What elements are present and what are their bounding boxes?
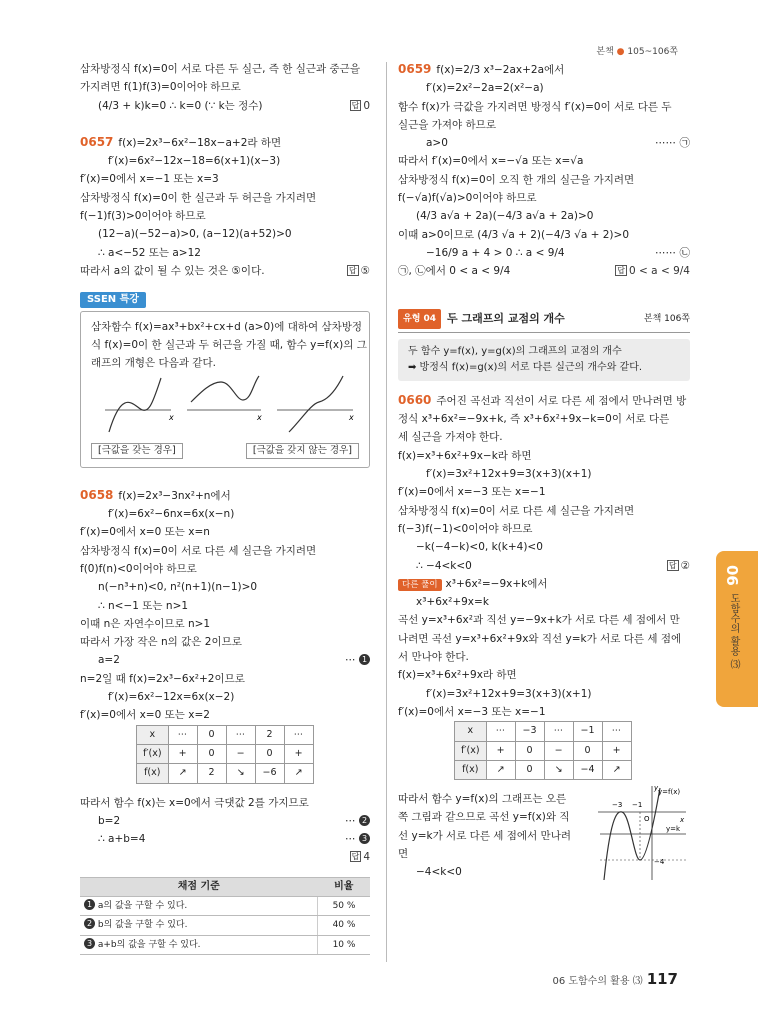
alt-tag: 다른 풀이 xyxy=(398,579,442,591)
final-block xyxy=(398,784,690,881)
solution-line: a>0 ⋯⋯ ㉠ xyxy=(426,137,690,150)
type-box xyxy=(398,309,690,381)
intro-line: (4/3 + k)k=0 ∴ k=0 (∵ k는 정수) 답 0 xyxy=(80,97,370,115)
solution-line: f(−3)f(−1)<0이어야 하므로 xyxy=(398,522,533,535)
solution-line: 삼차방정식 f(x)=0이 오직 한 개의 실근을 가지려면 xyxy=(398,173,635,186)
solution-line: −k(−4−k)<0, k(k+4)<0 xyxy=(416,541,543,554)
solution-line: f′(x)=3x²+12x+9=3(x+3)(x+1) xyxy=(426,468,592,481)
solution-line: n=2일 때 f(x)=2x³−6x²+2이므로 xyxy=(80,672,245,685)
left-column xyxy=(80,60,370,955)
solution-line: b=2 ⋯ 2 xyxy=(80,812,370,830)
problem-0657: 0657 f(x)=2x³−6x²−18x−a+2라 하면 xyxy=(80,134,282,149)
solution-line: 서 만나야 한다. xyxy=(398,651,469,664)
problem-0660: 0660 주어진 곡선과 직선이 서로 다른 세 점에서 만나려면 방 xyxy=(398,392,687,407)
solution-line: 선 y=k가 서로 다른 세 점에서 만나려 xyxy=(398,829,571,842)
solution-line: ㉠, ㉡에서 0 < a < 9/4 답 0 < a < 9/4 xyxy=(398,262,690,280)
chapter-tab: 06 도함수의 활용 ⑶ xyxy=(716,551,758,707)
solution-line: n(−n³+n)<0, n²(n+1)(n−1)>0 xyxy=(98,581,258,594)
cubic-graph xyxy=(594,782,690,882)
solution-line: 세 실근을 가져야 한다. xyxy=(398,431,503,444)
solution-line: (12−a)(−52−a)>0, (a−12)(a+52)>0 xyxy=(98,228,292,241)
solution-line: f′(x)=0에서 x=−3 또는 x=−1 xyxy=(398,486,546,499)
graph-with-extrema-2 xyxy=(187,376,262,422)
solution-line: f(−1)f(3)>0이어야 하므로 xyxy=(80,210,206,223)
type-ref: 본책 106쪽 xyxy=(643,313,690,324)
graph-no-extrema xyxy=(277,376,354,432)
solution-line: a=2 ⋯ 1 xyxy=(80,651,370,669)
ssen-line: 삼차함수 f(x)=ax³+bx²+cx+d (a>0)에 대하여 삼차방정 xyxy=(91,320,363,333)
solution-line: f′(x)=0에서 x=−1 또는 x=3 xyxy=(80,173,219,186)
solution-line: ∴ a<−52 또는 a>12 xyxy=(98,246,201,259)
solution-line: f(x)=x³+6x²+9x−k라 하면 xyxy=(398,449,532,462)
solution-line: 삼차방정식 f(x)=0이 한 실근과 두 허근을 가지려면 xyxy=(80,191,317,204)
answer: 답 0 xyxy=(351,99,370,112)
svg-text:y: y xyxy=(654,784,659,793)
svg-text:O: O xyxy=(644,815,650,824)
solution-line: f′(x)=6x²−6nx=6x(x−n) xyxy=(108,508,235,521)
solution-line: 나려면 곡선 y=x³+6x²+9x와 직선 y=k가 서로 다른 세 점에 xyxy=(398,632,682,645)
solution-line: 실근을 가져야 하므로 xyxy=(398,118,496,131)
solution-line: f′(x)=2x²−2a=2(x²−a) xyxy=(426,82,544,95)
page-header: 본책 ● 105~106쪽 xyxy=(596,47,678,57)
ssen-tag: SSEN 특강 xyxy=(80,292,146,308)
solution-line: 따라서 함수 y=f(x)의 그래프는 오른 xyxy=(398,793,567,806)
caption-no-extrema: [극값을 갖지 않는 경우] xyxy=(246,443,359,459)
solution-line: f′(x)=6x²−12x=6x(x−2) xyxy=(108,691,235,704)
solution-line: (4/3 a√a + 2a)(−4/3 a√a + 2a)>0 xyxy=(416,210,594,223)
solution-line: f′(x)=0에서 x=0 또는 x=2 xyxy=(80,709,210,722)
type-line: ➡ 방정식 f(x)=g(x)의 서로 다른 실근의 개수와 같다. xyxy=(408,361,643,373)
svg-text:−1: −1 xyxy=(632,801,643,810)
grading-table: 채점 기준 비율 1 a의 값을 구할 수 있다. 50 % 2 b의 값을 구할 수 있다. 40 % 3 a+b의 값을 구할 수 있다. 10 % xyxy=(80,877,370,955)
solution-line: 따라서 함수 f(x)는 x=0에서 극댓값 2를 가지므로 xyxy=(80,796,309,809)
column-divider xyxy=(386,62,387,962)
answer: 답 0 < a < 9/4 xyxy=(617,265,690,278)
solution-line: ∴ −4<k<0 답 ② xyxy=(398,557,690,575)
page-footer: 06 도함수의 활용 ⑶ 117 xyxy=(552,970,678,988)
solution-line: 따라서 f′(x)=0에서 x=−√a 또는 x=√a xyxy=(398,155,584,168)
solution-line: 따라서 가장 작은 n의 값은 2이므로 xyxy=(80,636,242,649)
solution-line: f′(x)=6x²−12x−18=6(x+1)(x−3) xyxy=(108,155,281,168)
svg-text:y=k: y=k xyxy=(666,825,681,834)
solution-line: 이때 n은 자연수이므로 n>1 xyxy=(80,617,211,630)
solution-line: 함수 f(x)가 극값을 가지려면 방정식 f′(x)=0이 서로 다른 두 xyxy=(398,100,672,113)
answer-line xyxy=(80,848,370,866)
intro-line: 삼차방정식 f(x)=0이 서로 다른 두 실근, 즉 한 실근과 중근을 xyxy=(80,63,360,75)
solution-line: 쪽 그림과 같으므로 곡선 y=f(x)와 직 xyxy=(398,811,570,824)
answer: 답 ② xyxy=(668,559,690,572)
type-title: 두 그래프의 교점의 개수 xyxy=(447,311,565,325)
solution-line: 곡선 y=x³+6x²과 직선 y=−9x+k가 서로 다른 세 점에서 만 xyxy=(398,614,680,627)
answer: 답 4 xyxy=(351,851,370,864)
solution-line: 정식 x³+6x²=−9x+k, 즉 x³+6x²+9x−k=0이 서로 다른 xyxy=(398,413,670,426)
ssen-line: 래프의 개형은 다음과 같다. xyxy=(91,357,216,370)
svg-text:y=f(x): y=f(x) xyxy=(658,788,681,797)
solution-line: f′(x)=0에서 x=−3 또는 x=−1 xyxy=(398,705,546,718)
variation-table-0660: x ⋯ −3 ⋯ −1 ⋯ f′(x) + 0 − 0 + f(x) ↗ 0 ↘ −4 ↗ xyxy=(454,721,632,780)
solution-line: 삼차방정식 f(x)=0이 서로 다른 세 실근을 가지려면 xyxy=(80,544,317,557)
svg-text:x: x xyxy=(680,816,685,825)
graph-with-extrema xyxy=(105,378,174,432)
solution-line: ∴ n<−1 또는 n>1 xyxy=(98,599,189,612)
solution-line: f(−√a)f(√a)>0이어야 하므로 xyxy=(398,192,537,205)
solution-line: x³+6x²+9x=k xyxy=(416,596,489,609)
solution-line: f(0)f(n)<0이어야 하므로 xyxy=(80,562,197,575)
svg-text:x: x xyxy=(169,413,174,423)
variation-table-0658: x ⋯ 0 ⋯ 2 ⋯ f′(x) + 0 − 0 + f(x) ↗ 2 ↘ −6 ↗ xyxy=(136,725,314,784)
solution-line: 면 xyxy=(398,847,409,860)
answer: 답 ⑤ xyxy=(348,264,370,277)
ssen-line: 식 f(x)=0이 한 실근과 두 허근을 가질 때, 함수 y=f(x)의 그 xyxy=(91,338,367,351)
right-column xyxy=(398,60,690,882)
svg-text:x: x xyxy=(349,413,354,423)
solution-line: f′(x)=0에서 x=0 또는 x=n xyxy=(80,526,210,539)
solution-line: −4<k<0 xyxy=(416,866,462,879)
ssen-graphs xyxy=(91,372,359,434)
solution-line: 삼차방정식 f(x)=0이 서로 다른 세 실근을 가지려면 xyxy=(398,504,635,517)
solution-line: f(x)=x³+6x²+9x라 하면 xyxy=(398,669,517,682)
svg-text:−4: −4 xyxy=(654,858,665,867)
solution-line: 이때 a>0이므로 (4/3 √a + 2)(−4/3 √a + 2)>0 xyxy=(398,228,629,241)
caption-extrema: [극값을 갖는 경우] xyxy=(91,443,183,459)
problem-0658: 0658 f(x)=2x³−3nx²+n에서 xyxy=(80,487,231,502)
intro-line: 가지려면 f(1)f(3)=0이어야 하므로 xyxy=(80,81,241,94)
svg-text:x: x xyxy=(257,413,262,423)
solution-line: ∴ a+b=4 ⋯ 3 xyxy=(80,830,370,848)
type-line: 두 함수 y=f(x), y=g(x)의 그래프의 교점의 개수 xyxy=(408,345,622,357)
solution-line: −16/9 a + 4 > 0 ∴ a < 9/4 ⋯⋯ ㉡ xyxy=(426,246,690,259)
type-badge: 유형 04 xyxy=(398,309,441,329)
solution-line: 따라서 a의 값이 될 수 있는 것은 ⑤이다. 답 ⑤ xyxy=(80,262,370,280)
solution-line: f′(x)=3x²+12x+9=3(x+3)(x+1) xyxy=(426,687,592,700)
svg-text:−3: −3 xyxy=(612,801,623,810)
problem-0659: 0659 f(x)=2/3 x³−2ax+2a에서 xyxy=(398,62,565,76)
ssen-box xyxy=(80,290,370,467)
alt-solution: 다른 풀이 x³+6x²=−9x+k에서 xyxy=(398,575,690,593)
